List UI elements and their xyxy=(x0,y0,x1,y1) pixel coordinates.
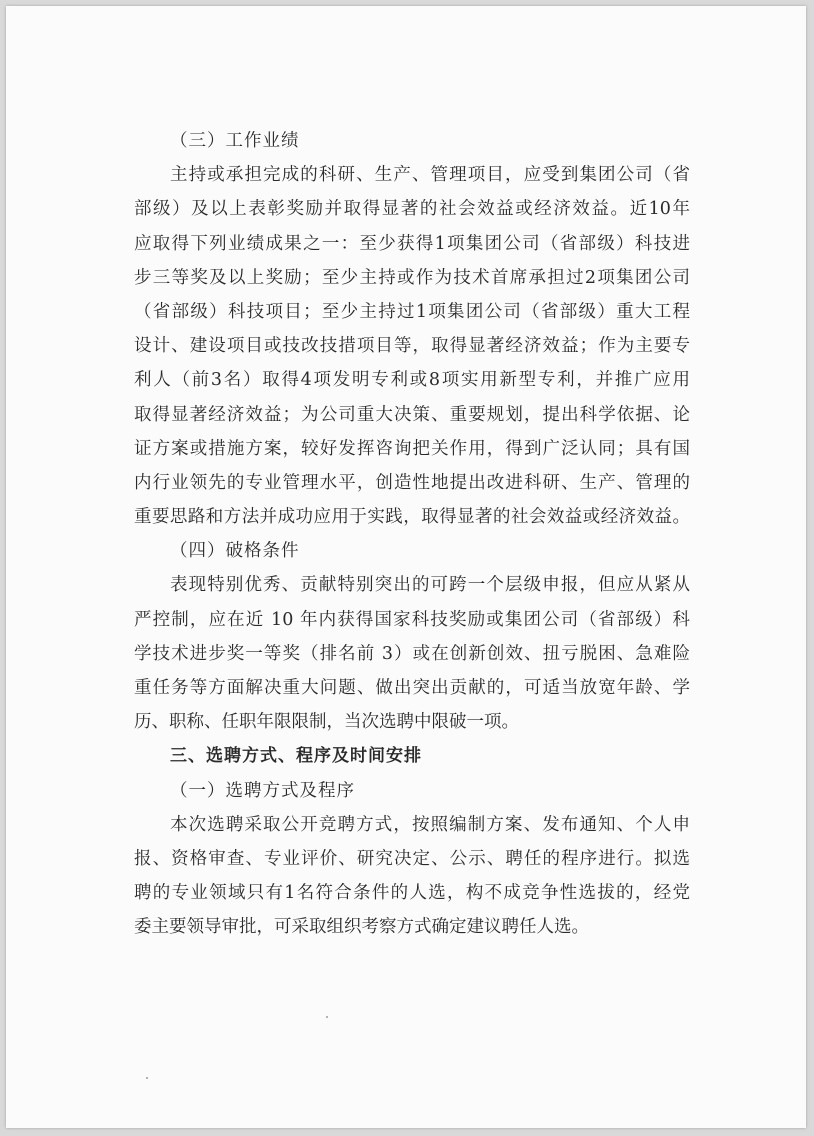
paragraph-line: 应取得下列业绩成果之一：至少获得1项集团公司（省部级）科技进 xyxy=(134,233,690,254)
paragraph-line: 利人（前3名）取得4项发明专利或8项实用新型专利，并推广应用 xyxy=(134,370,690,391)
paragraph-line: 本次选聘采取公开竞聘方式，按照编制方案、发布通知、个人申 xyxy=(170,814,690,835)
paragraph-line: 内行业领先的专业管理水平，创造性地提出改进科研、生产、管理的 xyxy=(134,472,690,493)
document-page xyxy=(6,6,806,1128)
scan-speck xyxy=(326,1016,328,1018)
paragraph-line: 证方案或措施方案，较好发挥咨询把关作用，得到广泛认同；具有国 xyxy=(134,438,690,459)
paragraph-line: 报、资格审查、专业评价、研究决定、公示、聘任的程序进行。拟选 xyxy=(134,848,690,869)
paragraph-line: 取得显著经济效益；为公司重大决策、重要规划，提出科学依据、论 xyxy=(134,404,690,425)
document-body xyxy=(134,124,690,945)
main-heading-selection-method: 三、选聘方式、程序及时间安排 xyxy=(170,746,422,767)
paragraph-line: 历、职称、任职年限限制，当次选聘中限破一项。 xyxy=(134,712,519,733)
paragraph-line: （省部级）科技项目；至少主持过1项集团公司（省部级）重大工程 xyxy=(134,301,690,322)
paragraph-line: 严控制，应在近 10 年内获得国家科技奖励或集团公司（省部级）科 xyxy=(134,609,690,630)
paragraph-line: 学技术进步奖一等奖（排名前 3）或在创新创效、扭亏脱困、急难险 xyxy=(134,643,690,664)
paragraph-line: 部级）及以上表彰奖励并取得显著的社会效益或经济效益。近10年 xyxy=(134,199,690,220)
paragraph-line: 设计、建设项目或技改技措项目等，取得显著经济效益；作为主要专 xyxy=(134,336,690,357)
paragraph-line: 表现特别优秀、贡献特别突出的可跨一个层级申报，但应从紧从 xyxy=(170,575,690,596)
paragraph-line: 聘的专业领域只有1名符合条件的人选，构不成竞争性选拔的，经党 xyxy=(134,883,690,904)
paragraph-line: 委主要领导审批，可采取组织考察方式确定建议聘任人选。 xyxy=(134,917,589,938)
scan-speck xyxy=(146,1077,148,1079)
paragraph-line: 步三等奖及以上奖励；至少主持或作为技术首席承担过2项集团公司 xyxy=(134,267,690,288)
section-heading-selection-procedure: （一）选聘方式及程序 xyxy=(170,780,355,801)
paragraph-line: 主持或承担完成的科研、生产、管理项目，应受到集团公司（省 xyxy=(170,165,690,186)
section-heading-work-achievements: （三）工作业绩 xyxy=(170,131,300,151)
section-heading-exceptional-conditions: （四）破格条件 xyxy=(170,541,300,562)
paragraph-line: 重要思路和方法并成功应用于实践，取得显著的社会效益或经济效益。 xyxy=(134,507,690,528)
paragraph-line: 重任务等方面解决重大问题、做出突出贡献的，可适当放宽年龄、学 xyxy=(134,678,690,698)
